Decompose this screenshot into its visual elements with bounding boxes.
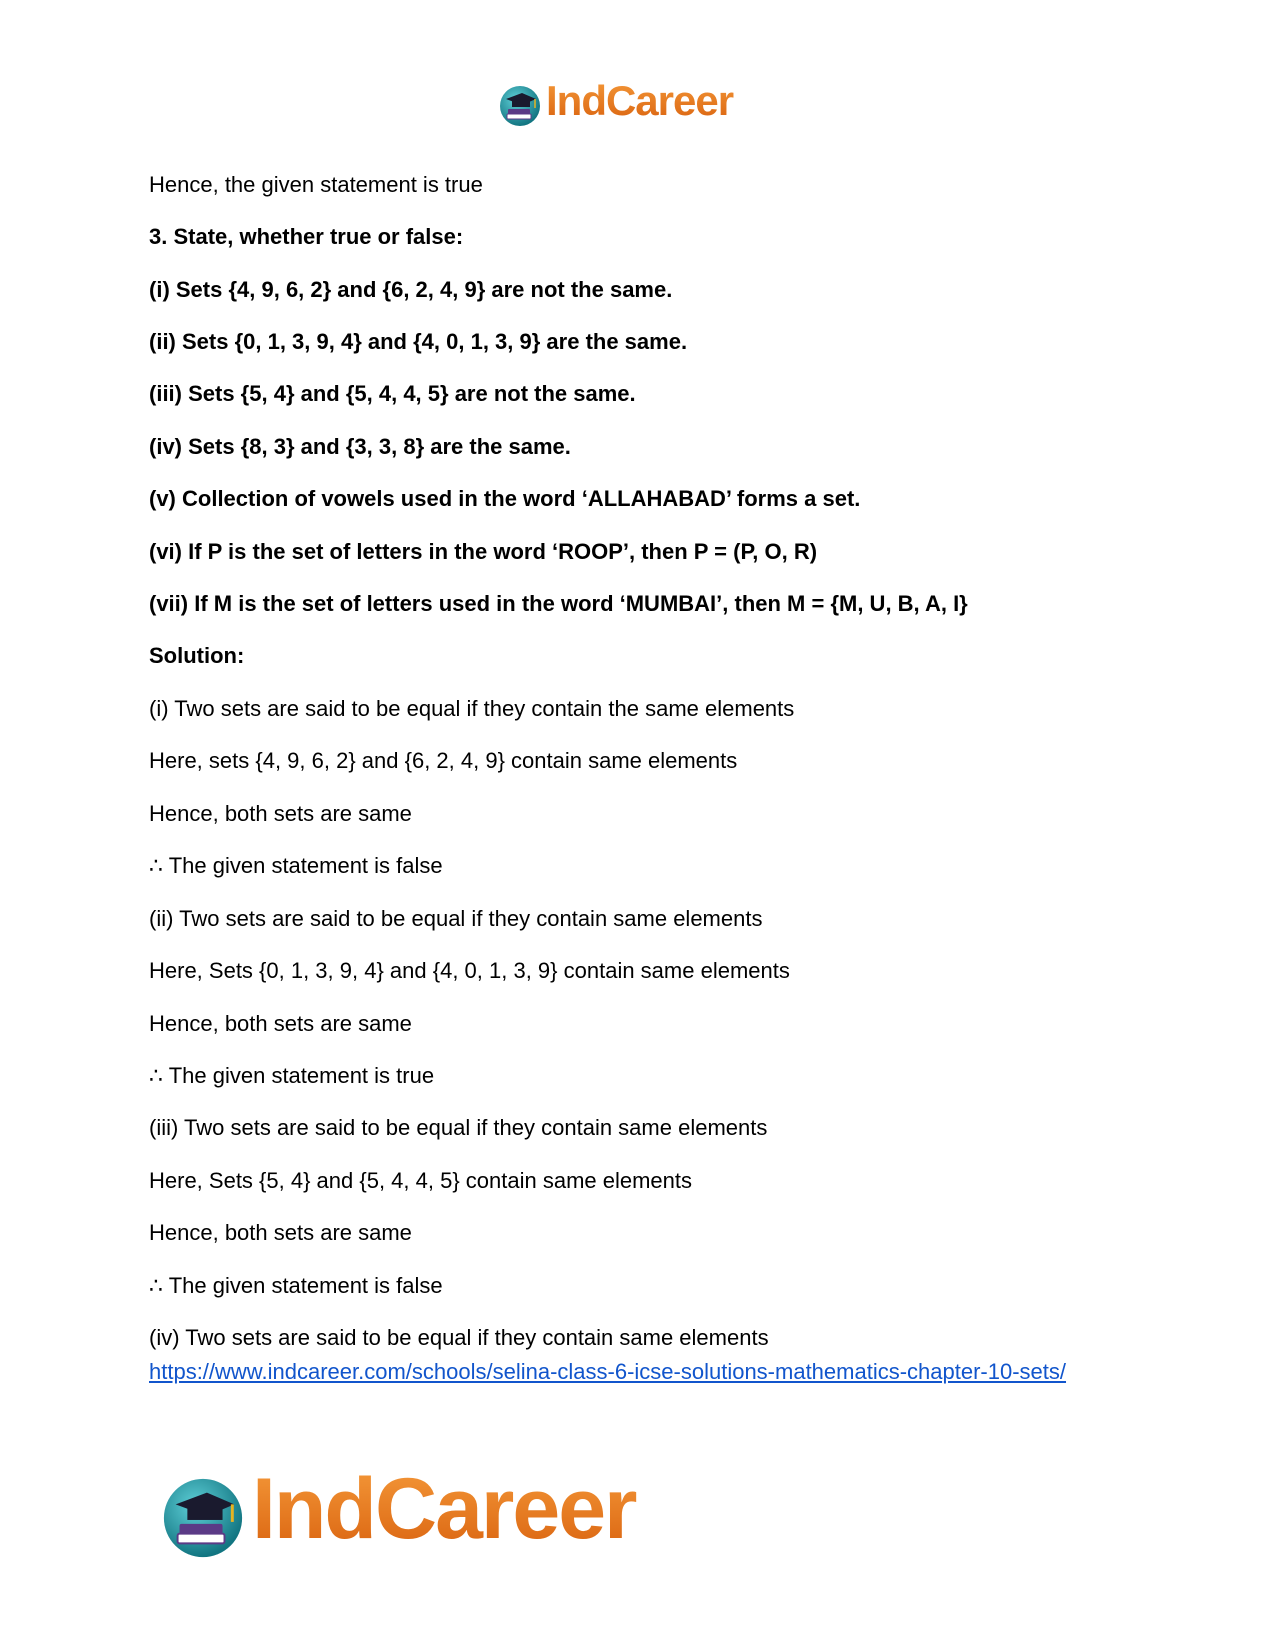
logo-emblem-icon [498, 84, 542, 128]
solution-line: Hence, both sets are same [149, 801, 412, 826]
text-line: Hence, the given statement is true [149, 172, 483, 197]
svg-text:IndCareer: IndCareer [252, 1460, 636, 1556]
solution-heading: Solution: [149, 643, 245, 668]
solution-line: (iii) Two sets are said to be equal if they contain same elements [149, 1115, 768, 1140]
logo-wordmark-text [546, 77, 761, 125]
solution-line: Hence, both sets are same [149, 1220, 412, 1245]
footer-logo [160, 1460, 700, 1568]
solution-line: (iv) Two sets are said to be equal if they contain same elements [149, 1325, 769, 1350]
question-item: (i) Sets {4, 9, 6, 2} and {6, 2, 4, 9} are not the same. [149, 277, 673, 302]
question-heading: 3. State, whether true or false: [149, 224, 464, 249]
question-item: (iii) Sets {5, 4} and {5, 4, 4, 5} are not the same. [149, 381, 636, 406]
solution-line: Here, Sets {5, 4} and {5, 4, 4, 5} contain same elements [149, 1168, 693, 1193]
header-logo [498, 77, 768, 132]
logo-wordmark [546, 77, 761, 135]
solution-line: ∴ The given statement is true [149, 1063, 435, 1088]
solution-line: (ii) Two sets are said to be equal if they contain same elements [149, 906, 763, 931]
question-item: (v) Collection of vowels used in the word ‘ALLAHABAD’ forms a set. [149, 486, 861, 511]
question-item: (vii) If M is the set of letters used in the word ‘MUMBAI’, then M = {M, U, B, A, I} [149, 591, 968, 616]
solution-line: (i) Two sets are said to be equal if they contain the same elements [149, 696, 795, 721]
solution-line: Here, sets {4, 9, 6, 2} and {6, 2, 4, 9} contain same elements [149, 748, 738, 773]
logo-wordmark-text [252, 1460, 682, 1556]
logo-wordmark [252, 1460, 682, 1577]
solution-line: ∴ The given statement is false [149, 1273, 443, 1298]
question-item: (iv) Sets {8, 3} and {3, 3, 8} are the same. [149, 434, 571, 459]
logo-emblem-icon [160, 1475, 246, 1561]
solution-line: ∴ The given statement is false [149, 853, 443, 878]
solution-line: Here, Sets {0, 1, 3, 9, 4} and {4, 0, 1, 3, 9} contain same elements [149, 958, 790, 983]
svg-text:IndCareer: IndCareer [546, 77, 734, 124]
solution-line: Hence, both sets are same [149, 1011, 412, 1036]
source-link[interactable]: https://www.indcareer.com/schools/selina-class-6-icse-solutions-mathematics-chapter-10-sets/ [149, 1359, 1067, 1384]
question-item: (ii) Sets {0, 1, 3, 9, 4} and {4, 0, 1, 3, 9} are the same. [149, 329, 688, 354]
question-item: (vi) If P is the set of letters in the word ‘ROOP’, then P = (P, O, R) [149, 539, 818, 564]
